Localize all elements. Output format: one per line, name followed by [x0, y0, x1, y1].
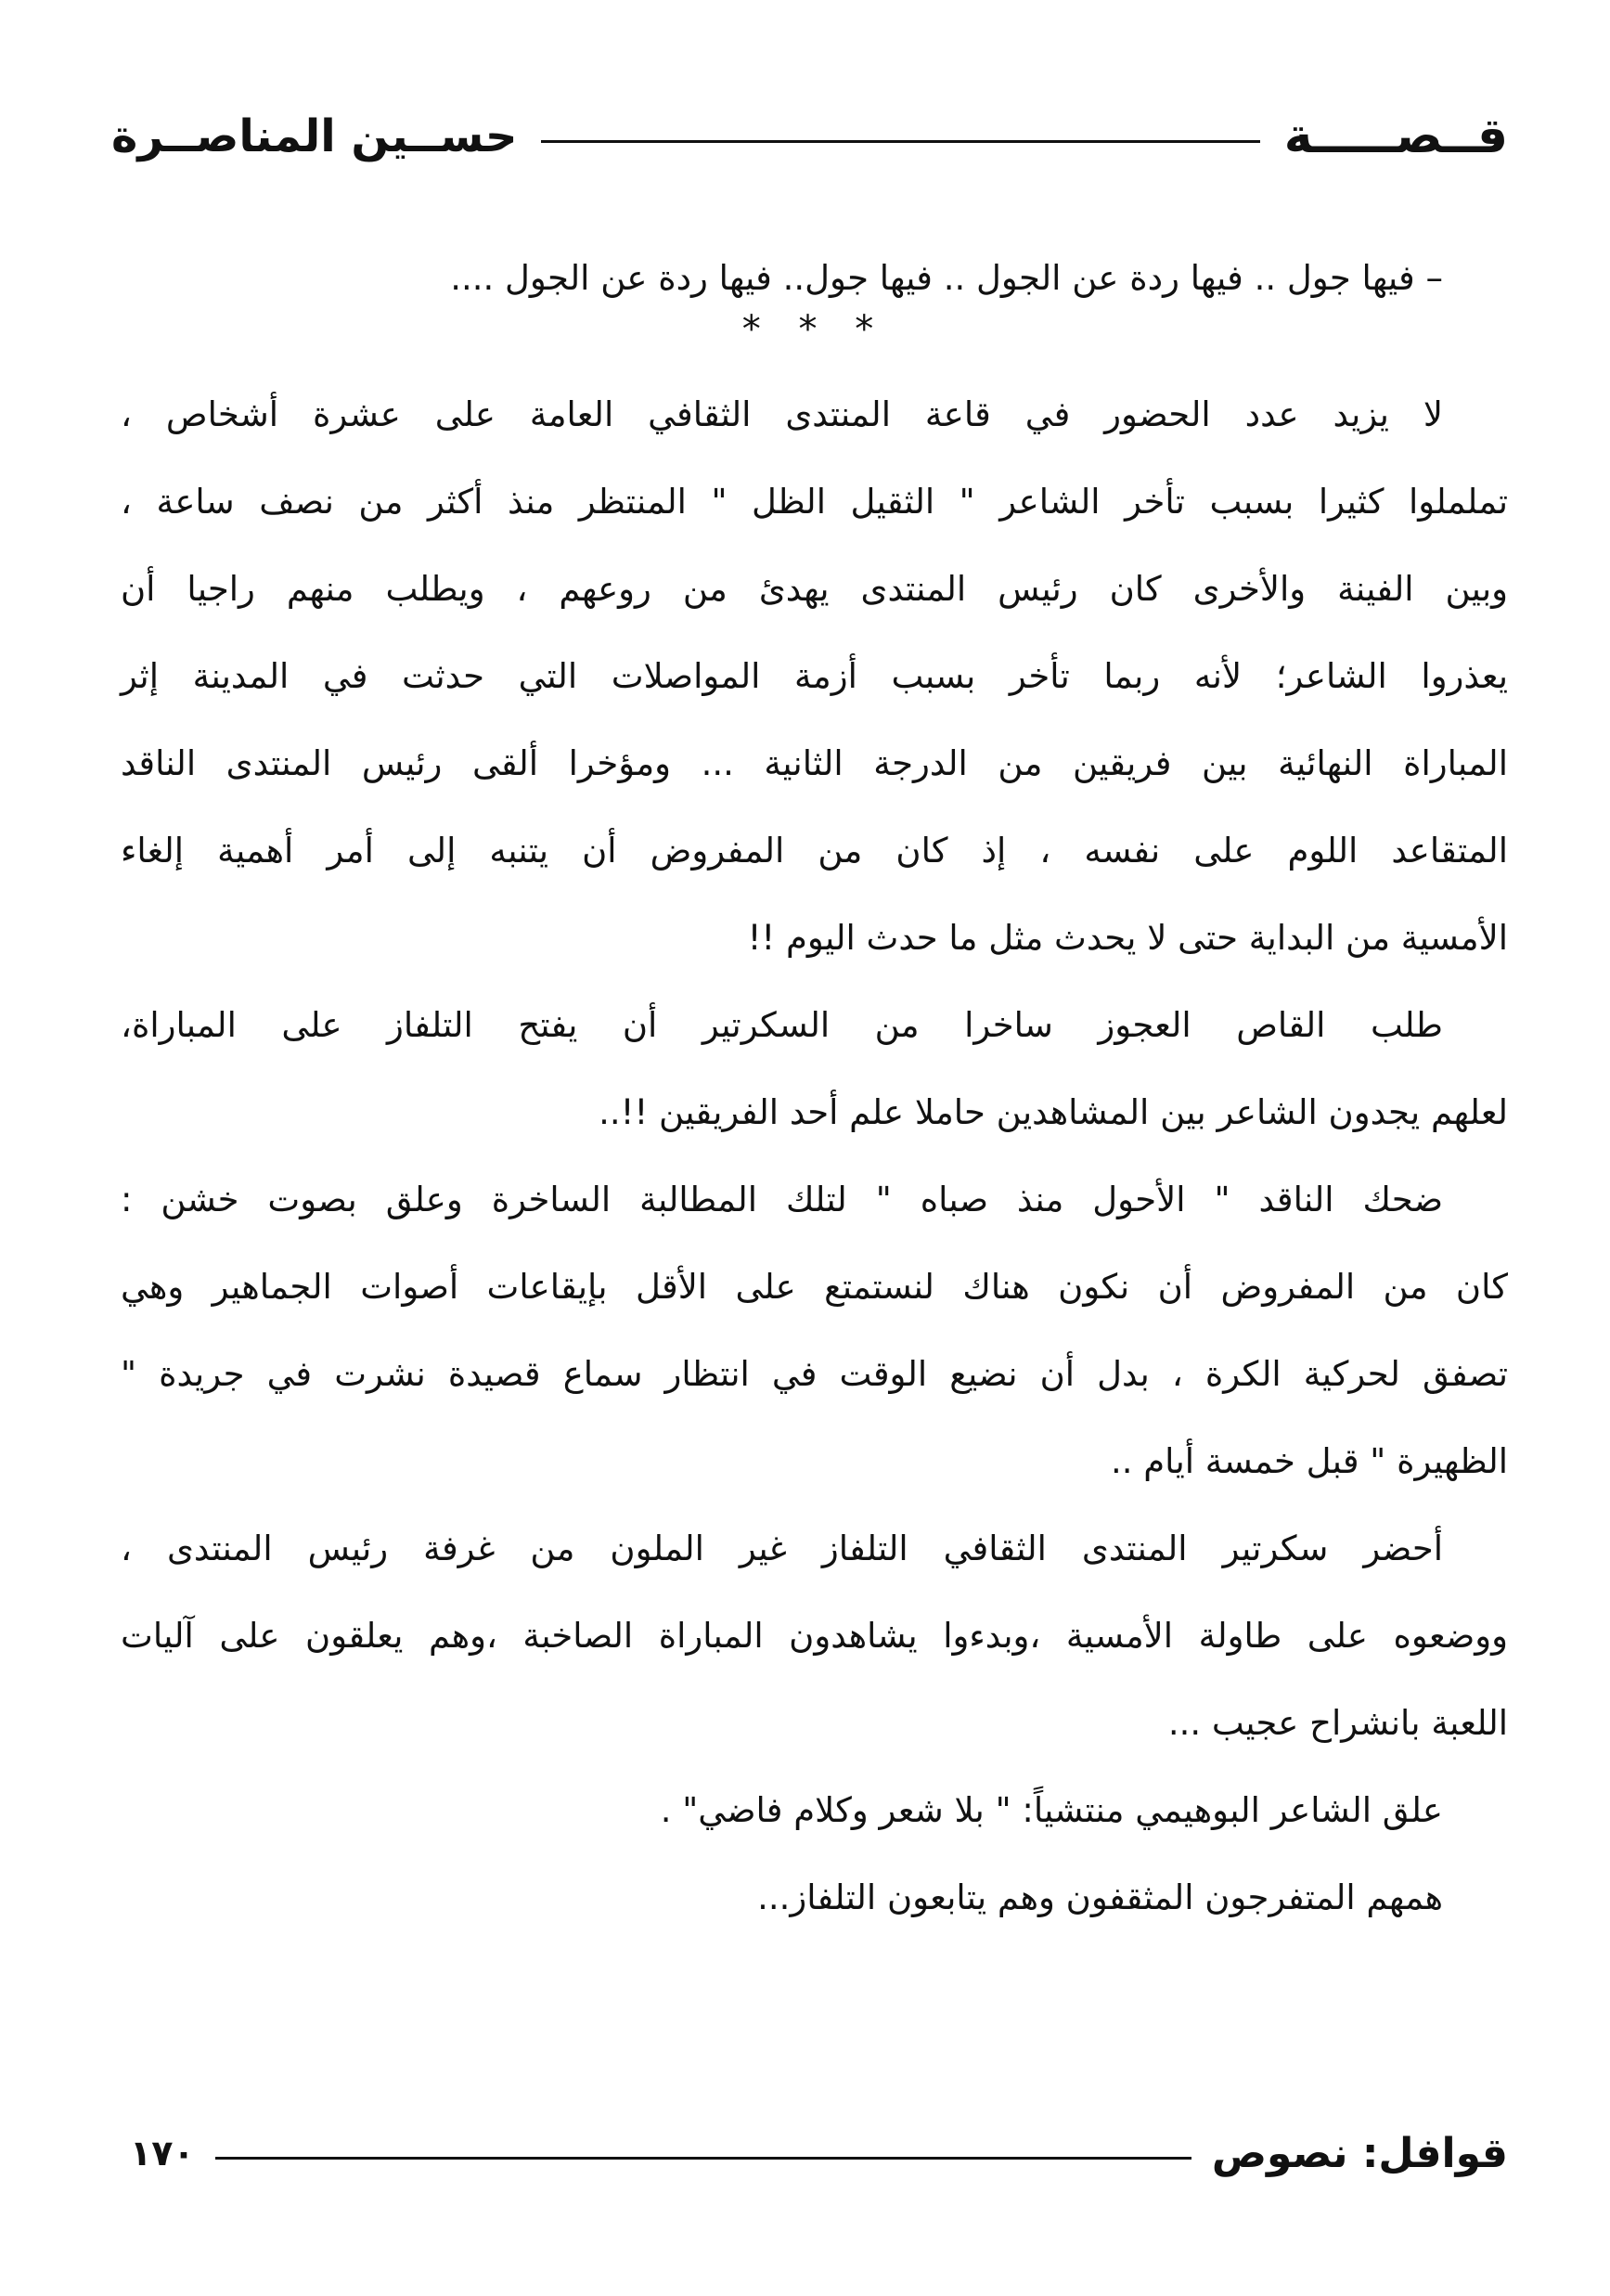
text-line: علق الشاعر البوهيمي منتشياً: " بلا شعر وكلام فاضي" . [660, 1790, 1443, 1830]
text-line: همهم المتفرجون المثقفون وهم يتابعون التلفاز... [757, 1877, 1443, 1917]
text-line: لعلهم يجدون الشاعر بين المشاهدين حاملا علم أحد الفريقين !!.. [599, 1092, 1508, 1132]
text-line: ضحك الناقد " الأحول منذ صباه " لتلك المطالبة الساخرة وعلق بصوت خشن : [121, 1180, 1443, 1219]
page-footer [130, 2125, 1508, 2181]
text-line: تصفق لحركية الكرة ، بدل أن نضيع الوقت في انتظار سماع قصيدة نشرت في جريدة " [121, 1354, 1508, 1394]
page-header [111, 104, 1508, 169]
header-author: حســين المناصــرة [111, 110, 518, 162]
text-line: ووضعوه على طاولة الأمسية ،وبدءوا يشاهدون المباراة الصاخبة ،وهم يعلقون على آليات [121, 1616, 1508, 1656]
dialogue-line: – فيها جول .. فيها ردة عن الجول .. فيها جول.. فيها ردة عن الجول .... [450, 258, 1443, 298]
text-line: المتقاعد اللوم على نفسه ، إذ كان من المفروض أن يتنبه إلى أمر أهمية إلغاء [121, 831, 1508, 871]
text-line: كان من المفروض أن نكون هناك لنستمتع على الأقل بإيقاعات أصوات الجماهير وهي [121, 1267, 1508, 1307]
text-line: لا يزيد عدد الحضور في قاعة المنتدى الثقافي العامة على عشرة أشخاص ، [121, 394, 1443, 434]
text-line: يعذروا الشاعر؛ لأنه ربما تأخر بسبب أزمة المواصلات التي حدثت في المدينة إثر [121, 656, 1508, 696]
text-line: الأمسية من البداية حتى لا يحدث مثل ما حدث اليوم !! [747, 918, 1508, 958]
page-number: ١٧٠ [130, 2133, 195, 2173]
footer-rule [215, 2157, 1191, 2160]
footer-publication: قوافل: نصوص [1211, 2129, 1508, 2177]
text-line: تململوا كثيرا بسبب تأخر الشاعر " الثقيل الظل " المنتظر منذ أكثر من نصف ساعة ، [121, 482, 1508, 522]
text-line: المباراة النهائية بين فريقين من الدرجة الثانية ... ومؤخرا ألقى رئيس المنتدى الناقد [121, 743, 1508, 783]
text-line: وبين الفينة والأخرى كان رئيس المنتدى يهدئ من روعهم ، ويطلب منهم راجيا أن [121, 569, 1508, 609]
text-line: الظهيرة " قبل خمسة أيام .. [1110, 1441, 1508, 1481]
text-line: طلب القاص العجوز ساخرا من السكرتير أن يفتح التلفاز على المباراة، [121, 1005, 1443, 1045]
story-body [121, 251, 1508, 1941]
header-section-title: قــصـــــة [1283, 109, 1508, 164]
text-line: أحضر سكرتير المنتدى الثقافي التلفاز غير الملون من غرفة رئيس المنتدى ، [121, 1529, 1443, 1568]
header-rule [541, 140, 1259, 143]
section-separator: * * * [741, 308, 887, 351]
text-line: اللعبة بانشراح عجيب ... [1167, 1703, 1508, 1743]
